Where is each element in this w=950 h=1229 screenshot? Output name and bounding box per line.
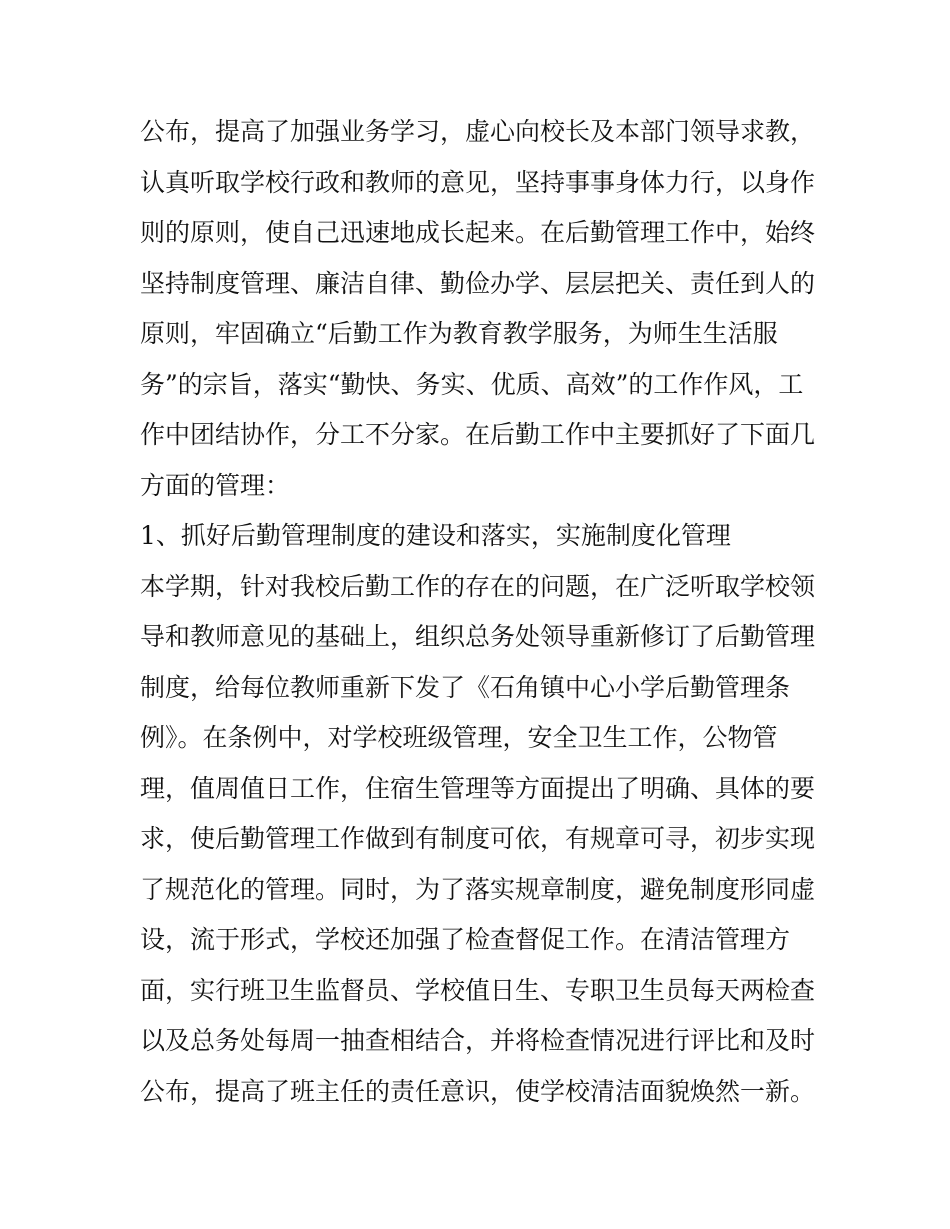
text-line: 务”的宗旨，落实“勤快、务实、优质、高效”的工作作风，工 xyxy=(140,369,804,399)
text-line: 面，实行班卫生监督员、学校值日生、专职卫生员每天两检查 xyxy=(140,975,816,1005)
text-line: 制度，给每位教师重新下发了《石角镇中心小学后勤管理条 xyxy=(140,672,791,702)
text-line: 坚持制度管理、廉洁自律、勤俭办学、层层把关、责任到人的 xyxy=(140,268,816,298)
body-text xyxy=(140,107,830,1117)
text-line: 设，流于形式，学校还加强了检查督促工作。在清洁管理方 xyxy=(140,925,791,954)
text-line: 例》。在条例中，对学校班级管理，安全卫生工作，公物管 xyxy=(140,723,778,752)
text-line: 原则，牢固确立“后勤工作为教育教学服务，为师生生活服 xyxy=(140,319,778,348)
text-line: 本学期，针对我校后勤工作的存在的问题，在广泛听取学校领 xyxy=(140,571,816,601)
text-line: 公布，提高了班主任的责任意识，使学校清洁面貌焕然一新。 xyxy=(140,1076,816,1106)
section-heading: 1、抓好后勤管理制度的建设和落实，实施制度化管理 xyxy=(140,521,731,550)
text-line: 则的原则，使自己迅速地成长起来。在后勤管理工作中，始终 xyxy=(140,218,816,247)
text-line: 认真听取学校行政和教师的意见，坚持事事身体力行，以身作 xyxy=(140,167,816,197)
text-line: 方面的管理： xyxy=(140,470,291,500)
text-line: 理，值周值日工作，住宿生管理等方面提出了明确、具体的要 xyxy=(140,773,816,803)
text-line: 公布，提高了加强业务学习，虚心向校长及本部门领导求教， xyxy=(140,117,816,146)
text-line: 求，使后勤管理工作做到有制度可依，有规章可寻，初步实现 xyxy=(140,824,816,853)
text-line: 了规范化的管理。同时，为了落实规章制度，避免制度形同虚 xyxy=(140,874,816,904)
text-line: 导和教师意见的基础上，组织总务处领导重新修订了后勤管理 xyxy=(140,622,816,651)
text-line: 作中团结协作，分工不分家。在后勤工作中主要抓好了下面几 xyxy=(140,420,816,449)
text-line: 以及总务处每周一抽查相结合，并将检查情况进行评比和及时 xyxy=(140,1026,816,1055)
